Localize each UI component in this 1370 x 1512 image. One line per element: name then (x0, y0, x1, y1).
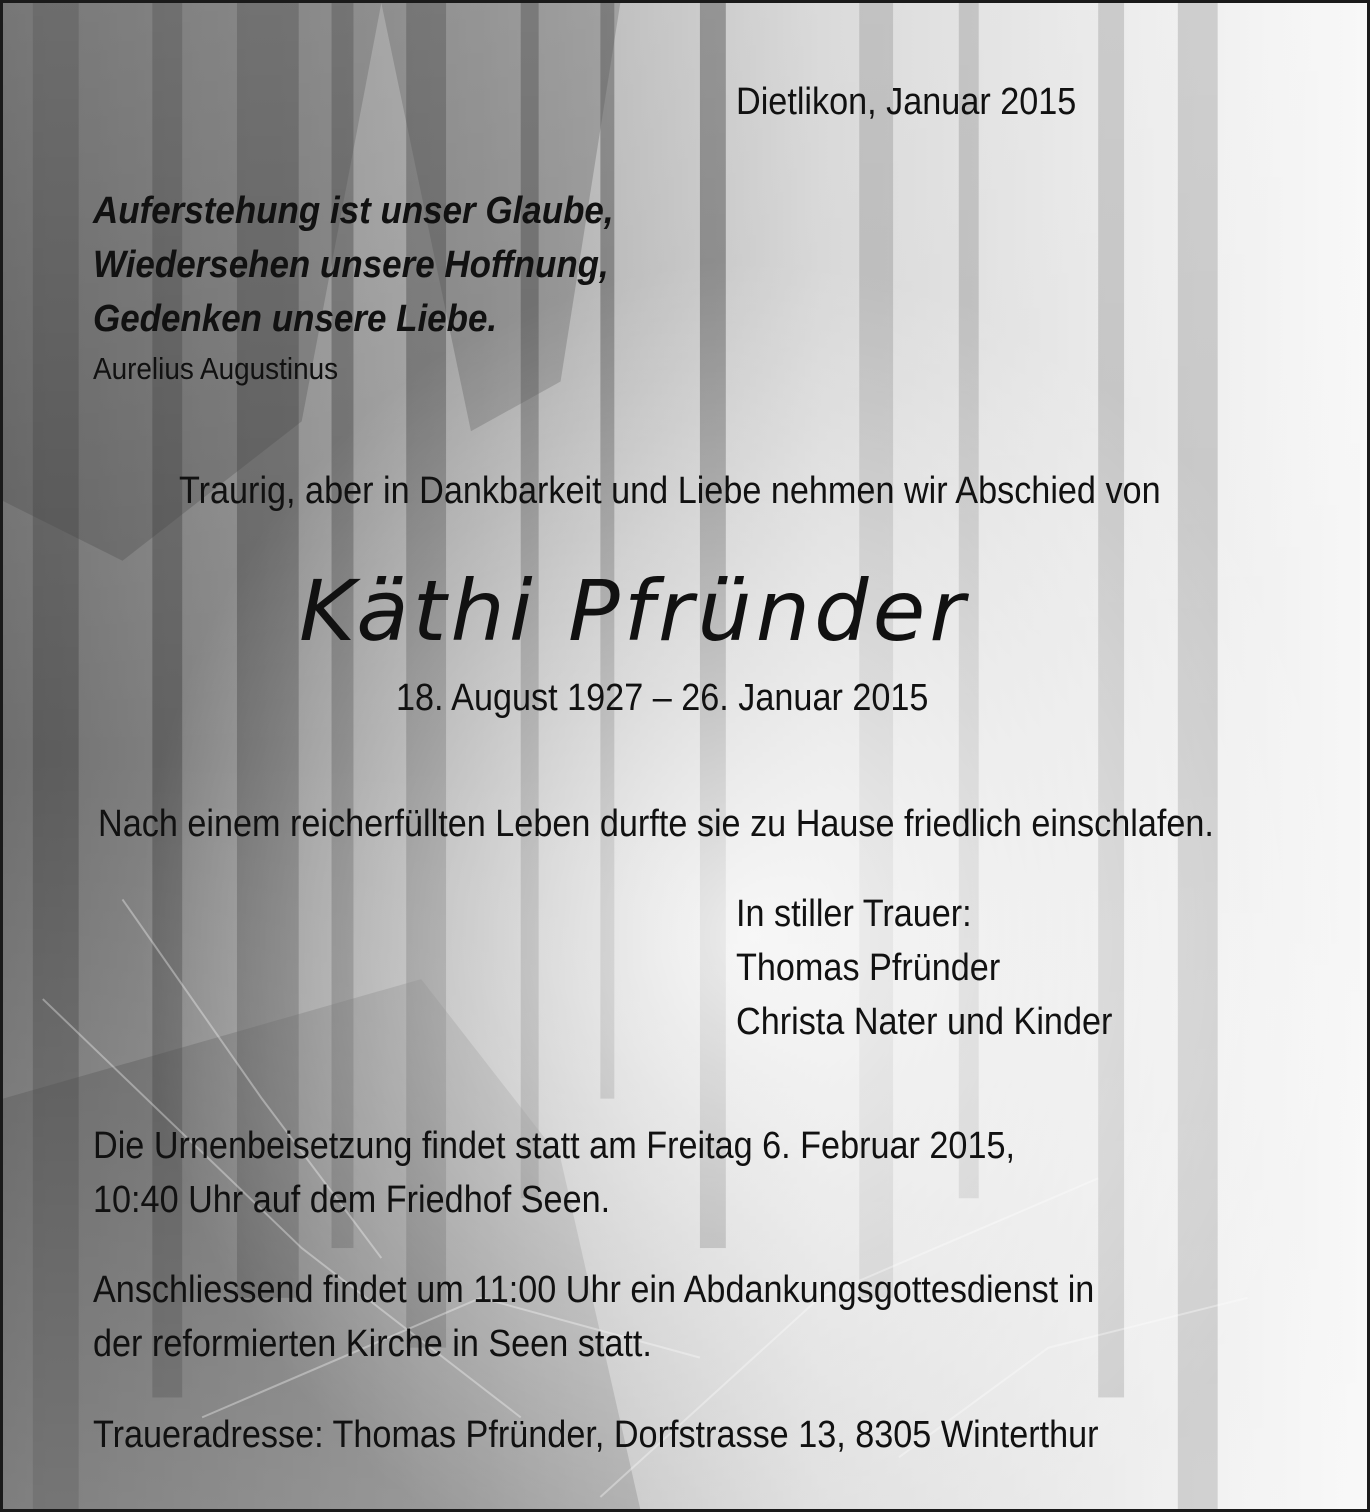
place-date: Dietlikon, Januar 2015 (736, 81, 1077, 123)
memorial-line-2: der reformierten Kirche in Seen statt. (93, 1323, 652, 1365)
motto-line-2: Wiedersehen unsere Hoffnung, (93, 244, 609, 286)
life-dates: 18. August 1927 – 26. Januar 2015 (396, 677, 929, 719)
motto-author: Aurelius Augustinus (93, 351, 339, 386)
intro-text: Traurig, aber in Dankbarkeit und Liebe nehmen wir Abschied von (179, 470, 1161, 512)
mourning-address: Traueradresse: Thomas Pfründer, Dorfstrasse 13, 8305 Winterthur (93, 1414, 1099, 1456)
mourners-heading: In stiller Trauer: (736, 893, 972, 935)
motto-line-3: Gedenken unsere Liebe. (93, 298, 498, 340)
memorial-line-1: Anschliessend findet um 11:00 Uhr ein Abdankungsgottesdienst in (93, 1269, 1095, 1311)
statement-text: Nach einem reicherfüllten Leben durfte sie zu Hause friedlich einschlafen. (98, 803, 1214, 845)
deceased-name: Käthi Pfründer (299, 562, 969, 660)
mourner-name-1: Thomas Pfründer (736, 947, 1001, 989)
burial-line-1: Die Urnenbeisetzung findet statt am Freitag 6. Februar 2015, (93, 1125, 1016, 1167)
burial-line-2: 10:40 Uhr auf dem Friedhof Seen. (93, 1179, 611, 1221)
mourner-name-2: Christa Nater und Kinder (736, 1001, 1113, 1043)
motto-line-1: Auferstehung ist unser Glaube, (93, 190, 614, 232)
